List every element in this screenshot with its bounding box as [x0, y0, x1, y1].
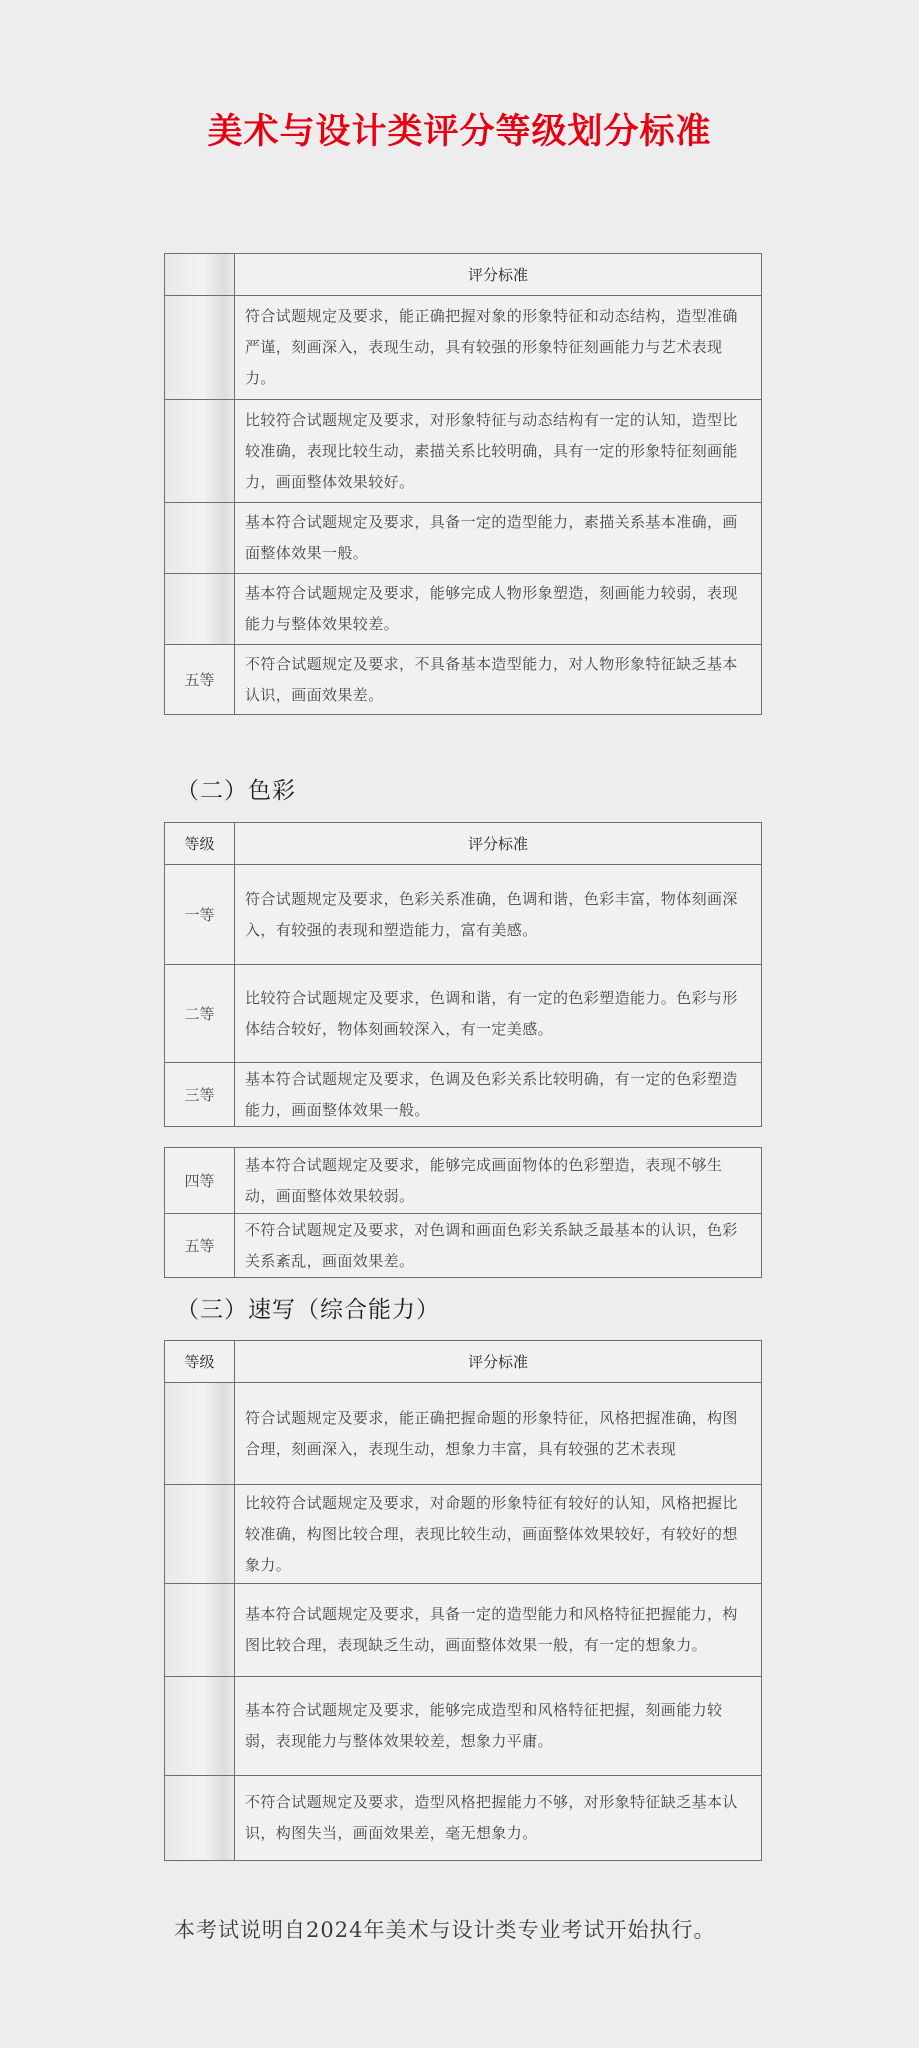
grade-level [165, 400, 235, 503]
grade-level: 四等 [165, 1148, 235, 1214]
effective-date-note: 本考试说明自2024年美术与设计类专业考试开始执行。 [174, 1918, 716, 1942]
grade-criteria: 符合试题规定及要求，能正确把握命题的形象特征，风格把握准确，构图合理，刻画深入，表现生动，想象力丰富，具有较强的艺术表现 [235, 1383, 762, 1485]
table-row [165, 1214, 762, 1278]
table-row [165, 1677, 762, 1776]
page-title: 美术与设计类评分等级划分标准 [207, 112, 712, 152]
grade-criteria: 基本符合试题规定及要求，具备一定的造型能力，素描关系基本准确，画面整体效果一般。 [235, 503, 762, 574]
grade-criteria: 基本符合试题规定及要求，能够完成造型和风格特征把握，刻画能力较弱，表现能力与整体效果较差，想象力平庸。 [235, 1677, 762, 1776]
table-row [165, 1383, 762, 1485]
sketching-section-heading: （三）速写（综合能力） [176, 1297, 440, 1323]
grade-criteria: 基本符合试题规定及要求，能够完成人物形象塑造，刻画能力较弱，表现能力与整体效果较差。 [235, 574, 762, 645]
table-row [165, 296, 762, 400]
grade-level [165, 1677, 235, 1776]
sketch-grading-table [164, 253, 762, 715]
criteria-header: 评分标准 [235, 823, 762, 865]
grade-criteria: 不符合试题规定及要求，不具备基本造型能力，对人物形象特征缺乏基本认识，画面效果差。 [235, 645, 762, 715]
table-row [165, 1485, 762, 1584]
grade-level [165, 1383, 235, 1485]
criteria-header: 评分标准 [235, 1341, 762, 1383]
table-row [165, 400, 762, 503]
table-row [165, 574, 762, 645]
grade-criteria: 符合试题规定及要求，能正确把握对象的形象特征和动态结构，造型准确严谨，刻画深入，表现生动，具有较强的形象特征刻画能力与艺术表现力。 [235, 296, 762, 400]
grade-level [165, 574, 235, 645]
table-row [165, 1148, 762, 1214]
grade-criteria: 比较符合试题规定及要求，对形象特征与动态结构有一定的认知，造型比较准确，表现比较生动，素描关系比较明确，具有一定的形象特征刻画能力，画面整体效果较好。 [235, 400, 762, 503]
table-header-row [165, 254, 762, 296]
grade-level: 五等 [165, 1214, 235, 1278]
color-section-heading: （二）色彩 [176, 778, 296, 804]
grade-criteria: 比较符合试题规定及要求，色调和谐，有一定的色彩塑造能力。色彩与形体结合较好，物体刻画较深入，有一定美感。 [235, 965, 762, 1063]
grade-level: 一等 [165, 865, 235, 965]
table-header-row [165, 823, 762, 865]
color-grading-table [164, 822, 762, 1127]
level-header [165, 254, 235, 296]
level-header: 等级 [165, 1341, 235, 1383]
table-header-row [165, 1341, 762, 1383]
table-row [165, 1776, 762, 1861]
table-row [165, 645, 762, 715]
sketching-grading-table [164, 1340, 762, 1861]
grade-level [165, 503, 235, 574]
color-grading-table-continued [164, 1147, 762, 1278]
grade-level [165, 1584, 235, 1677]
grade-criteria: 符合试题规定及要求，色彩关系准确，色调和谐，色彩丰富，物体刻画深入，有较强的表现和塑造能力，富有美感。 [235, 865, 762, 965]
grade-level [165, 1776, 235, 1861]
grade-level [165, 296, 235, 400]
criteria-header: 评分标准 [235, 254, 762, 296]
grade-criteria: 基本符合试题规定及要求，能够完成画面物体的色彩塑造，表现不够生动，画面整体效果较弱。 [235, 1148, 762, 1214]
grade-level: 三等 [165, 1063, 235, 1127]
grade-criteria: 基本符合试题规定及要求，具备一定的造型能力和风格特征把握能力，构图比较合理，表现缺乏生动，画面整体效果一般，有一定的想象力。 [235, 1584, 762, 1677]
table-row [165, 503, 762, 574]
grade-level: 五等 [165, 645, 235, 715]
grade-criteria: 基本符合试题规定及要求，色调及色彩关系比较明确，有一定的色彩塑造能力，画面整体效果一般。 [235, 1063, 762, 1127]
grade-criteria: 不符合试题规定及要求，对色调和画面色彩关系缺乏最基本的认识，色彩关系紊乱，画面效果差。 [235, 1214, 762, 1278]
table-row [165, 1063, 762, 1127]
grade-level: 二等 [165, 965, 235, 1063]
grade-criteria: 不符合试题规定及要求，造型风格把握能力不够，对形象特征缺乏基本认识，构图失当，画面效果差，毫无想象力。 [235, 1776, 762, 1861]
table-row [165, 1584, 762, 1677]
level-header: 等级 [165, 823, 235, 865]
grade-level [165, 1485, 235, 1584]
table-row [165, 965, 762, 1063]
table-row [165, 865, 762, 965]
grade-criteria: 比较符合试题规定及要求，对命题的形象特征有较好的认知，风格把握比较准确，构图比较合理，表现比较生动，画面整体效果较好，有较好的想象力。 [235, 1485, 762, 1584]
